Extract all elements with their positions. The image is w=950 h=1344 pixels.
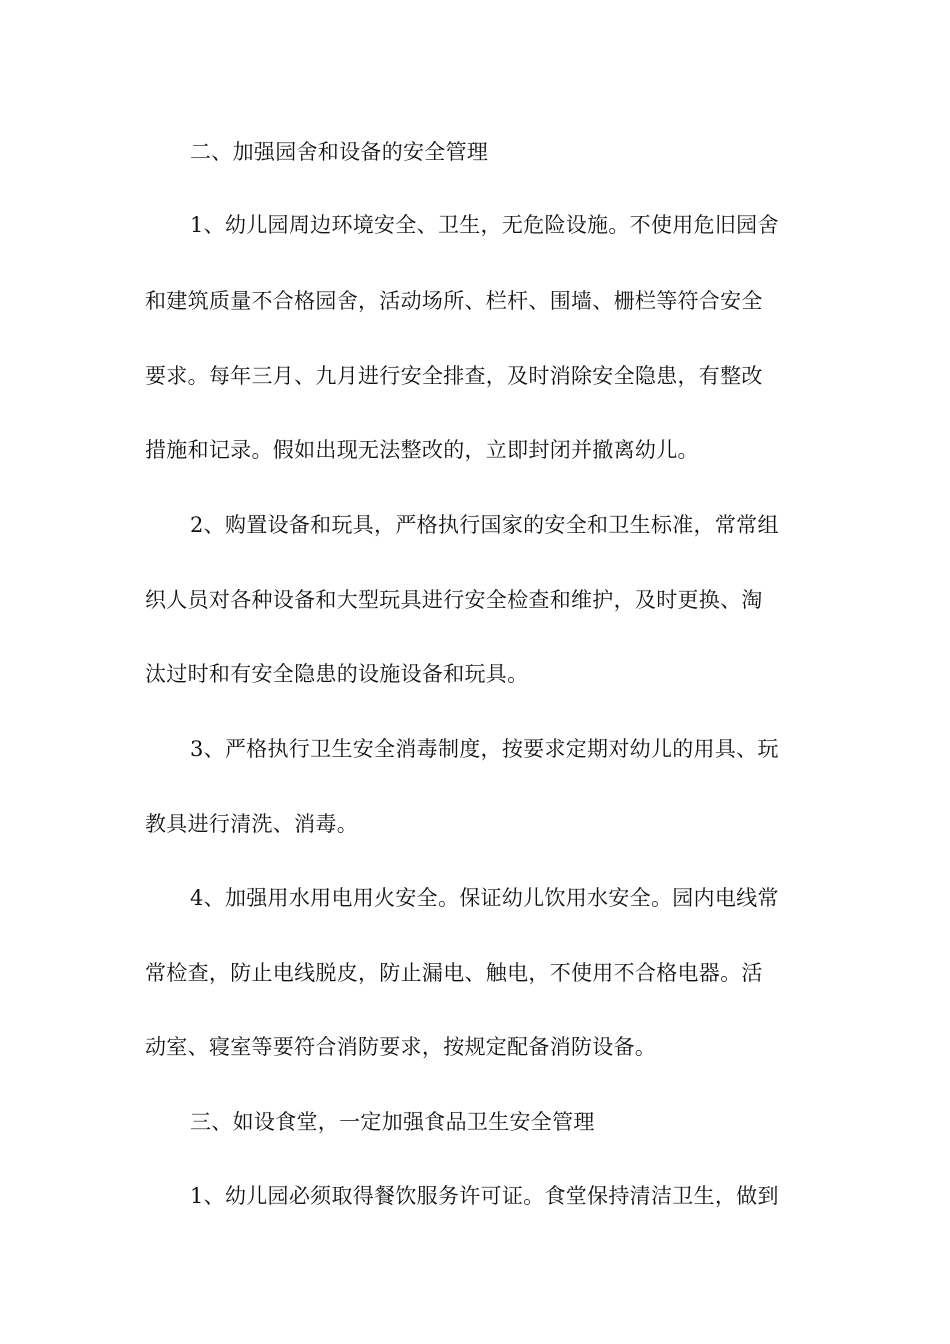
paragraph-line: 2、购置设备和玩具，严格执行国家的安全和卫生标准，常常组 — [190, 513, 779, 537]
paragraph-line: 4、加强用水用电用火安全。保证幼儿饮用水安全。园内电线常 — [190, 886, 779, 910]
paragraph-line: 1、幼儿园周边环境安全、卫生，无危险设施。不使用危旧园舍 — [190, 213, 779, 237]
paragraph-line: 汰过时和有安全隐患的设施设备和玩具。 — [145, 662, 529, 686]
paragraph-line: 常检查，防止电线脱皮，防止漏电、触电，不使用不合格电器。活 — [145, 961, 763, 985]
section-heading-3: 三、如设食堂，一定加强食品卫生安全管理 — [190, 1110, 595, 1134]
paragraph-line: 3、严格执行卫生安全消毒制度，按要求定期对幼儿的用具、玩 — [190, 737, 779, 761]
paragraph-line: 织人员对各种设备和大型玩具进行安全检查和维护，及时更换、淘 — [145, 588, 763, 612]
paragraph-line: 要求。每年三月、九月进行安全排查，及时消除安全隐患，有整改 — [145, 364, 763, 388]
section-heading-2: 二、加强园舍和设备的安全管理 — [190, 140, 489, 164]
paragraph-line: 教具进行清洗、消毒。 — [145, 812, 358, 836]
paragraph-line: 和建筑质量不合格园舍，活动场所、栏杆、围墙、栅栏等符合安全 — [145, 289, 763, 313]
paragraph-line: 动室、寝室等要符合消防要求，按规定配备消防设备。 — [145, 1035, 657, 1059]
paragraph-line: 1、幼儿园必须取得餐饮服务许可证。食堂保持清洁卫生，做到 — [190, 1184, 779, 1208]
paragraph-line: 措施和记录。假如出现无法整改的，立即封闭并撤离幼儿。 — [145, 438, 699, 462]
